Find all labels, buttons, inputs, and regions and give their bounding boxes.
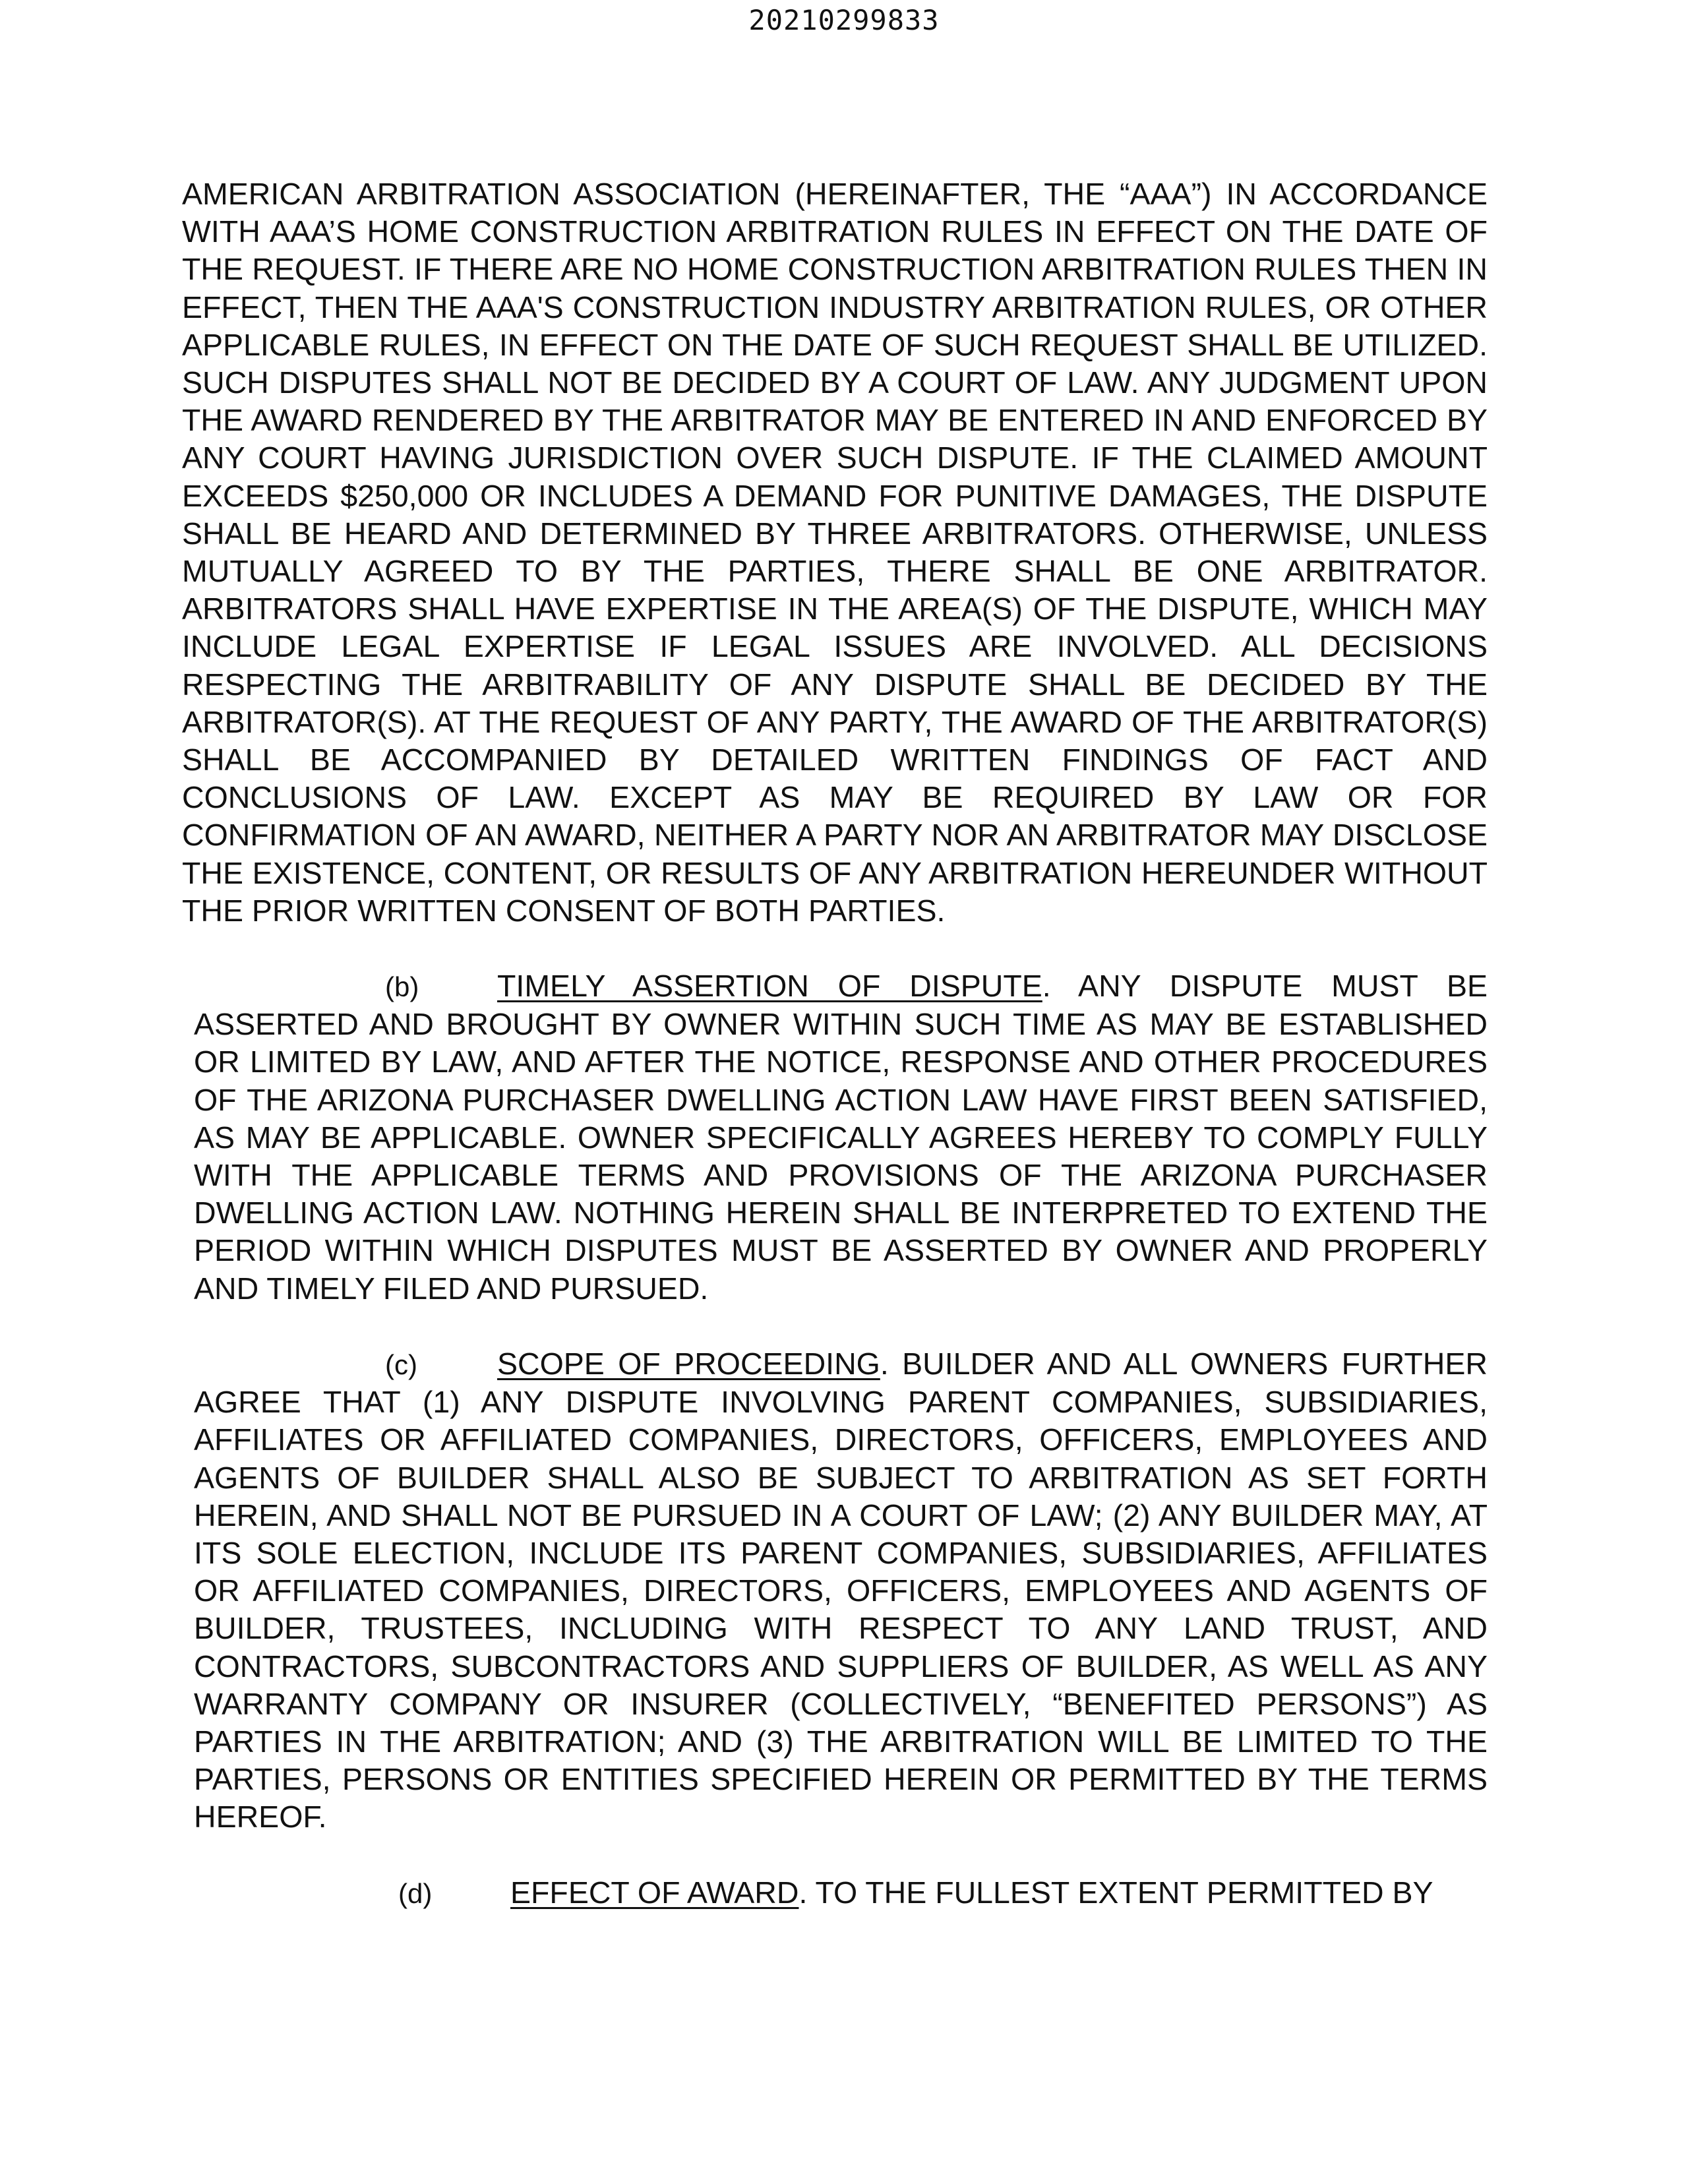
section-d-marker: (d) — [398, 1877, 433, 1909]
section-c-heading: SCOPE OF PROCEEDING — [497, 1346, 880, 1381]
section-b-heading: TIMELY ASSERTION OF DISPUTE — [497, 969, 1042, 1004]
section-b-marker: (b) — [385, 971, 419, 1003]
section-c-body: . BUILDER AND ALL OWNERS FURTHER AGREE THAT (1) ANY DISPUTE INVOLVING PARENT COMPANIES, SUBSIDIARIES, AFFILIATES OR AFFILIATED COMPANIES, DIRECTORS, OFFICERS, EMPLOYEES AND AGENTS OF BUILDER SHALL ALSO BE SUBJECT TO ARBITRATION AS SET FORTH HEREIN, AND SHALL NOT BE PURSUED IN A COURT OF LAW; (2) ANY BUILDER MAY, AT ITS SOLE ELECTION, INCLUDE ITS PARENT COMPANIES, SUBSIDIARIES, AFFILIATES OR AFFILIATED COMPANIES, DIRECTORS, OFFICERS, EMPLOYEES AND AGENTS OF BUILDER, TRUSTEES, INCLUDING WITH RESPECT TO ANY LAND TRUST, AND CONTRACTORS, SUBCONTRACTORS AND SUPPLIERS OF BUILDER, AS WELL AS ANY WARRANTY COMPANY OR INSURER (COLLECTIVELY, “BENEFITED PERSONS”) AS PARTIES IN THE ARBITRATION; AND (3) THE ARBITRATION WILL BE LIMITED TO THE PARTIES, PERSONS OR ENTITIES SPECIFIED HEREIN OR PERMITTED BY THE TERMS HEREOF. — [194, 1346, 1488, 1835]
paragraph-a-continued: AMERICAN ARBITRATION ASSOCIATION (HEREINAFTER, THE “AAA”) IN ACCORDANCE WITH AAA’S HOME CONSTRUCTION ARBITRATION RULES IN EFFECT ON THE DATE OF THE REQUEST. IF THERE ARE NO HOME CONSTRUCTION ARBITRATION RULES THEN IN EFFECT, THEN THE AAA'S CONSTRUCTION INDUSTRY ARBITRATION RULES, OR OTHER APPLICABLE RULES, IN EFFECT ON THE DATE OF SUCH REQUEST SHALL BE UTILIZED. SUCH DISPUTES SHALL NOT BE DECIDED BY A COURT OF LAW. ANY JUDGMENT UPON THE AWARD RENDERED BY THE ARBITRATOR MAY BE ENTERED IN AND ENFORCED BY ANY COURT HAVING JURISDICTION OVER SUCH DISPUTE. IF THE CLAIMED AMOUNT EXCEEDS $250,000 OR INCLUDES A DEMAND FOR PUNITIVE DAMAGES, THE DISPUTE SHALL BE HEARD AND DETERMINED BY THREE ARBITRATORS. OTHERWISE, UNLESS MUTUALLY AGREED TO BY THE PARTIES, THERE SHALL BE ONE ARBITRATOR. ARBITRATORS SHALL HAVE EXPERTISE IN THE AREA(S) OF THE DISPUTE, WHICH MAY INCLUDE LEGAL EXPERTISE IF LEGAL ISSUES ARE INVOLVED. ALL DECISIONS RESPECTING THE ARBITRABILITY OF ANY DISPUTE SHALL BE DECIDED BY THE ARBITRATOR(S). AT THE REQUEST OF ANY PARTY, THE AWARD OF THE ARBITRATOR(S) SHALL BE ACCOMPANIED BY DETAILED WRITTEN FINDINGS OF FACT AND CONCLUSIONS OF LAW. EXCEPT AS MAY BE REQUIRED BY LAW OR FOR CONFIRMATION OF AN AWARD, NEITHER A PARTY NOR AN ARBITRATOR MAY DISCLOSE THE EXISTENCE, CONTENT, OR RESULTS OF ANY ARBITRATION HEREUNDER WITHOUT THE PRIOR WRITTEN CONSENT OF BOTH PARTIES. — [182, 177, 1488, 928]
document-body — [182, 175, 1488, 1912]
section-c-marker: (c) — [385, 1349, 417, 1380]
section-b — [182, 967, 1488, 1308]
section-d-heading: EFFECT OF AWARD — [510, 1875, 799, 1910]
section-d — [182, 1874, 1488, 1912]
section-b-body: . ANY DISPUTE MUST BE ASSERTED AND BROUGHT BY OWNER WITHIN SUCH TIME AS MAY BE ESTABLISHED OR LIMITED BY LAW, AND AFTER THE NOTICE, RESPONSE AND OTHER PROCEDURES OF THE ARIZONA PURCHASER DWELLING ACTION LAW HAVE FIRST BEEN SATISFIED, AS MAY BE APPLICABLE. OWNER SPECIFICALLY AGREES HEREBY TO COMPLY FULLY WITH THE APPLICABLE TERMS AND PROVISIONS OF THE ARIZONA PURCHASER DWELLING ACTION LAW. NOTHING HEREIN SHALL BE INTERPRETED TO EXTEND THE PERIOD WITHIN WHICH DISPUTES MUST BE ASSERTED BY OWNER AND PROPERLY AND TIMELY FILED AND PURSUED. — [194, 969, 1488, 1306]
section-c — [182, 1345, 1488, 1836]
document-number: 20210299833 — [748, 4, 940, 36]
section-d-body: . TO THE FULLEST EXTENT PERMITTED BY — [799, 1875, 1433, 1910]
